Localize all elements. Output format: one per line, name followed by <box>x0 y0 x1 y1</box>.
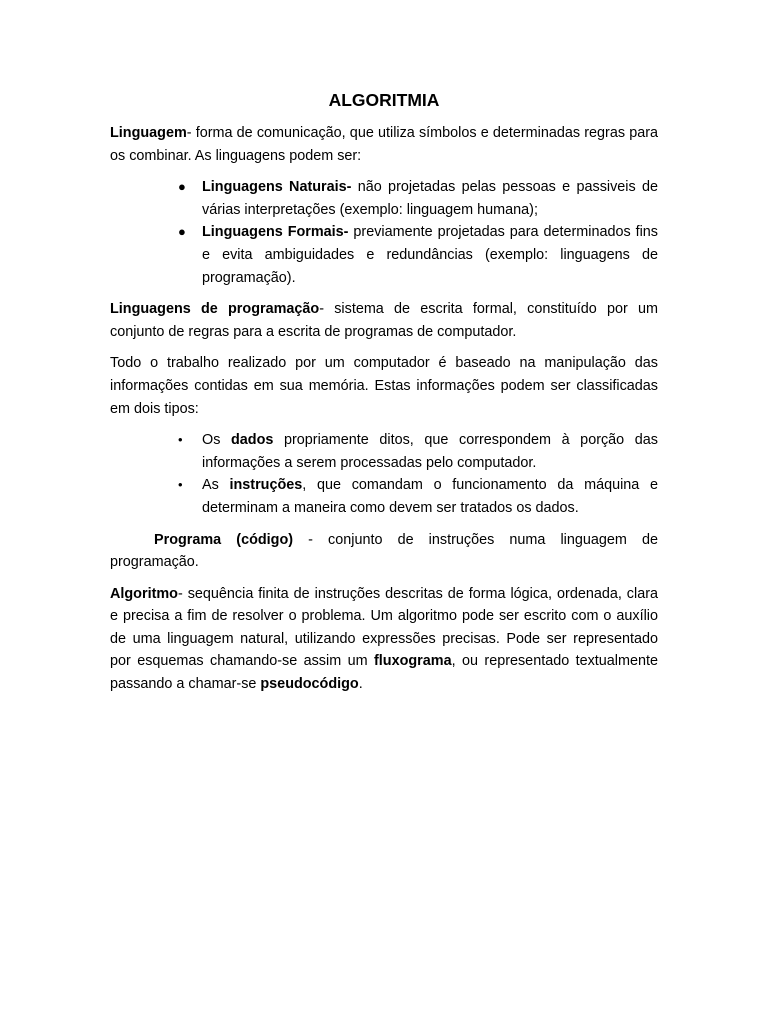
item-prefix: As <box>202 477 230 494</box>
item-prefix: Os <box>202 432 231 449</box>
term-linguagens-programacao: Linguagens de programação <box>110 301 320 318</box>
definition-instrucoes: , que comandam o funcionamento da máquina e determinam a maneira como devem ser tratados os dados. <box>202 477 658 516</box>
paragraph-programa <box>110 529 658 574</box>
definition-linguagem: - forma de comunicação, que utiliza símbolos e determinadas regras para os combinar. As linguagens podem ser: <box>110 125 658 164</box>
document-title: ALGORITMIA <box>328 90 440 110</box>
bullet-icon: • <box>178 477 183 493</box>
definition-dados: propriamente ditos, que correspondem à porção das informações a serem processadas pelo computador. <box>202 432 658 471</box>
term-instrucoes: instruções <box>229 477 303 494</box>
term-linguagem: Linguagem <box>110 125 187 141</box>
list-item <box>178 221 658 289</box>
term-linguagens-naturais: Linguagens Naturais- <box>202 179 352 196</box>
definition-algoritmo-end: . <box>358 676 363 693</box>
bullet-icon: ● <box>178 179 186 195</box>
bullet-icon: • <box>178 432 183 448</box>
information-types-list <box>110 429 658 519</box>
list-item <box>178 474 658 519</box>
definition-linguagens-formais: previamente projetadas para determinados fins e evita ambiguidades e redundâncias (exemplo: linguagens de programação). <box>202 224 658 286</box>
paragraph-linguagens-programacao <box>110 298 658 343</box>
paragraph-algoritmo <box>110 583 658 696</box>
list-item <box>178 176 658 221</box>
definition-programa: - conjunto de instruções numa linguagem de programação. <box>110 531 658 571</box>
term-dados: dados <box>231 432 274 449</box>
bullet-icon: ● <box>178 224 186 240</box>
definition-linguagens-programacao: - sistema de escrita formal, constituído por um conjunto de regras para a escrita de programas de computador. <box>110 301 659 340</box>
term-fluxograma: fluxograma <box>374 653 452 670</box>
term-pseudocodigo: pseudocódigo <box>260 676 359 693</box>
document-page <box>110 88 658 705</box>
term-programa: Programa (código) <box>154 531 294 548</box>
list-item <box>178 429 658 474</box>
paragraph-linguagem <box>110 122 658 167</box>
definition-algoritmo: - sequência finita de instruções descritas de forma lógica, ordenada, clara e precisa a fim de resolver o problema. Um algoritmo pode ser escrito com o auxílio de uma linguagem natural, utilizando expressões precisas. Pode ser representado por esquemas chamando-se assim um <box>110 585 658 670</box>
term-linguagens-formais: Linguagens Formais- <box>202 224 349 241</box>
definition-algoritmo-cont: , ou representado textualmente passando a chamar-se <box>110 653 659 693</box>
paragraph-trabalho-computador: Todo o trabalho realizado por um computador é baseado na manipulação das informações contidas em sua memória. Estas informações podem ser classificadas em dois tipos: <box>110 355 658 417</box>
definition-linguagens-naturais: não projetadas pelas pessoas e passiveis de várias interpretações (exemplo: linguagem humana); <box>202 179 658 218</box>
language-types-list <box>110 176 658 289</box>
term-algoritmo: Algoritmo <box>110 585 178 602</box>
